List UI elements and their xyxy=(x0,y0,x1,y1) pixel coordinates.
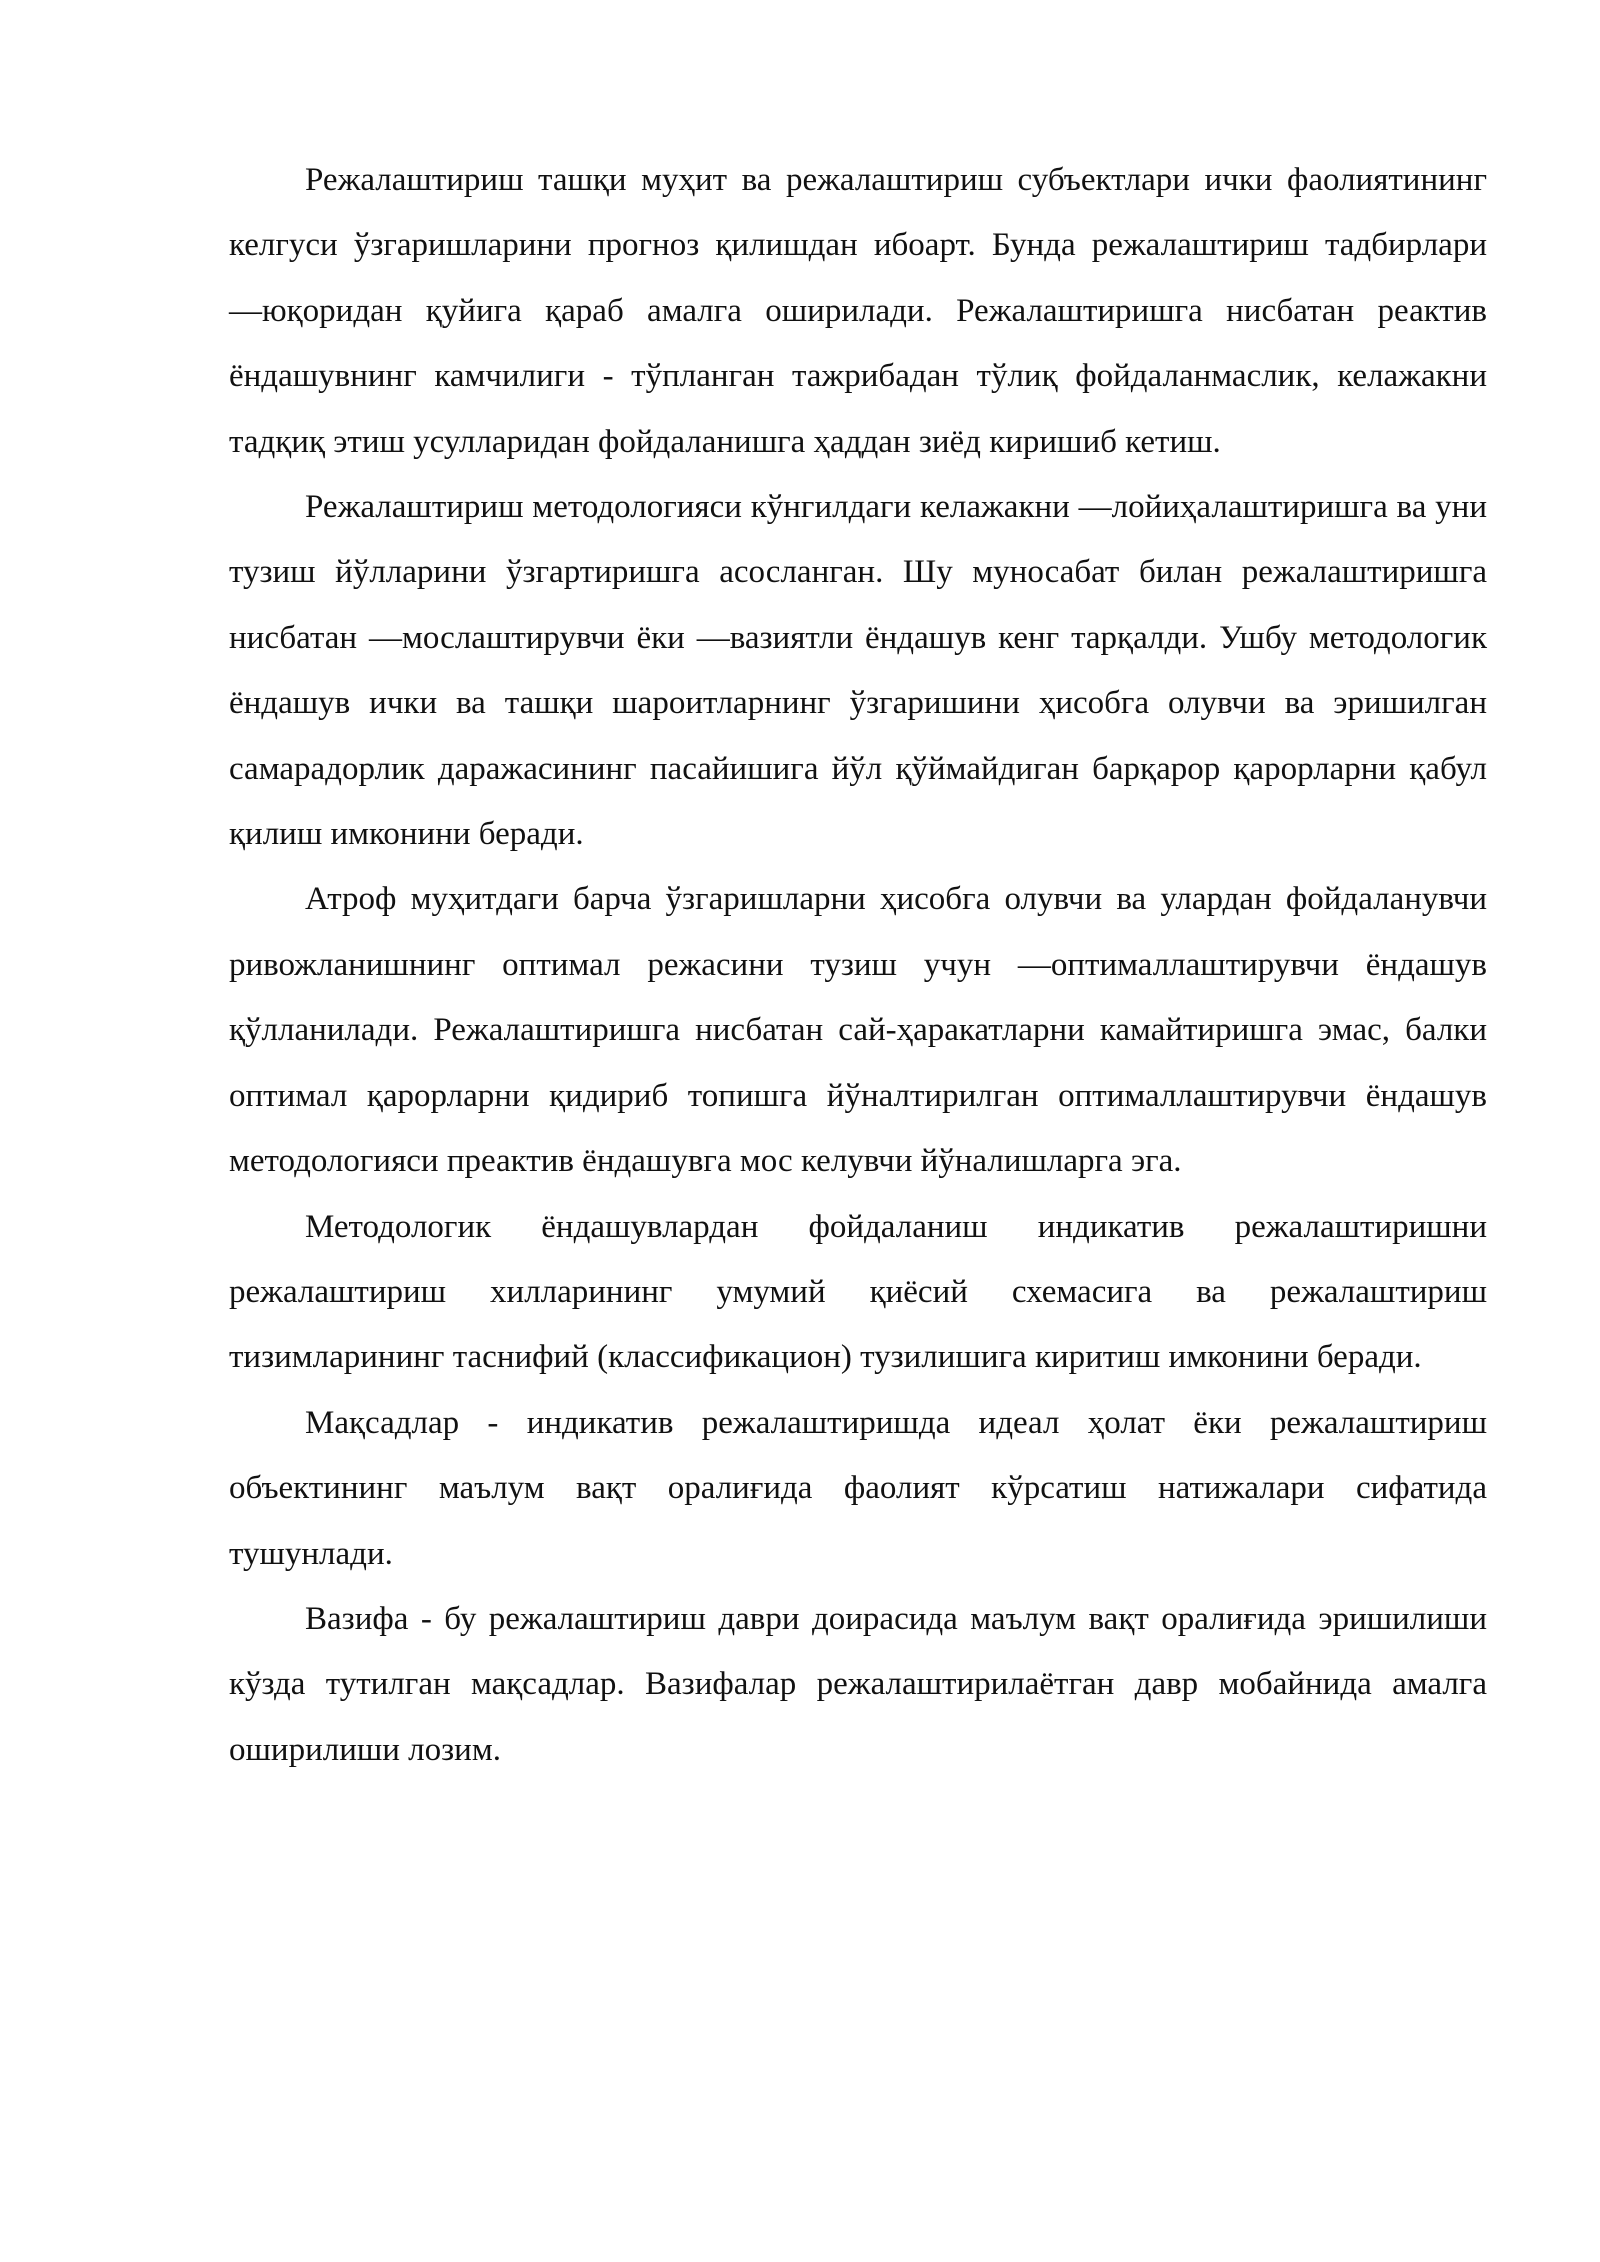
paragraph-5: Мақсадлар - индикатив режалаштиришда идеал ҳолат ёки режалаштириш объектининг маълум вақт оралиғида фаолият кўрсатиш натижалари сифатида тушунлади. xyxy=(229,1404,1487,1572)
paragraph-6: Вазифа - бу режалаштириш даври доирасида маълум вақт оралиғида эришилиши кўзда тутилган мақсадлар. Вазифалар режалаштирилаётган давр мобайнида амалга оширилиши лозим. xyxy=(229,1600,1487,1768)
paragraph-2: Режалаштириш методологияси кўнгилдаги келажакни ―лойиҳалаштиришга ва уни тузиш йўлларини ўзгартиришга асосланган. Шу муносабат билан режалаштиришга нисбатан ―мослаштирувчи ёки ―вазиятли ёндашув кенг тарқалди. Ушбу методологик ёндашув ички ва ташқи шароитларнинг ўзгаришини ҳисобга олувчи ва эришилган самарадорлик даражасининг пасайишига йўл қўймайдиган барқарор қарорларни қабул қилиш имконини беради. xyxy=(229,489,1487,853)
paragraph-3: Атроф муҳитдаги барча ўзгаришларни ҳисобга олувчи ва улардан фойдаланувчи ривожланишнинг оптимал режасини тузиш учун ―оптималлаштирувчи ёндашув қўлланилади. Режалаштиришга нисбатан сай-ҳаракатларни камайтиришга эмас, балки оптимал қарорларни қидириб топишга йўналтирилган оптималлаштирувчи ёндашув методологияси преактив ёндашувга мос келувчи йўналишларга эга. xyxy=(229,881,1487,1180)
paragraph-4: Методологик ёндашувлардан фойдаланиш индикатив режалаштиришни режалаштириш хилларининг умумий қиёсий схемасига ва режалаштириш тизимларининг таснифий (классификацион) тузилишига киритиш имконини беради. xyxy=(229,1208,1487,1376)
document-body xyxy=(229,148,1487,1783)
paragraph-1: Режалаштириш ташқи муҳит ва режалаштириш субъектлари ички фаолиятининг келгуси ўзгаришларини прогноз қилишдан ибоарт. Бунда режалаштириш тадбирлари ―юқоридан қуйига қараб амалга оширилади. Режалаштиришга нисбатан реактив ёндашувнинг камчилиги - тўпланган тажрибадан тўлиқ фойдаланмаслик, келажакни тадқиқ этиш усулларидан фойдаланишга ҳаддан зиёд киришиб кетиш. xyxy=(229,162,1487,460)
